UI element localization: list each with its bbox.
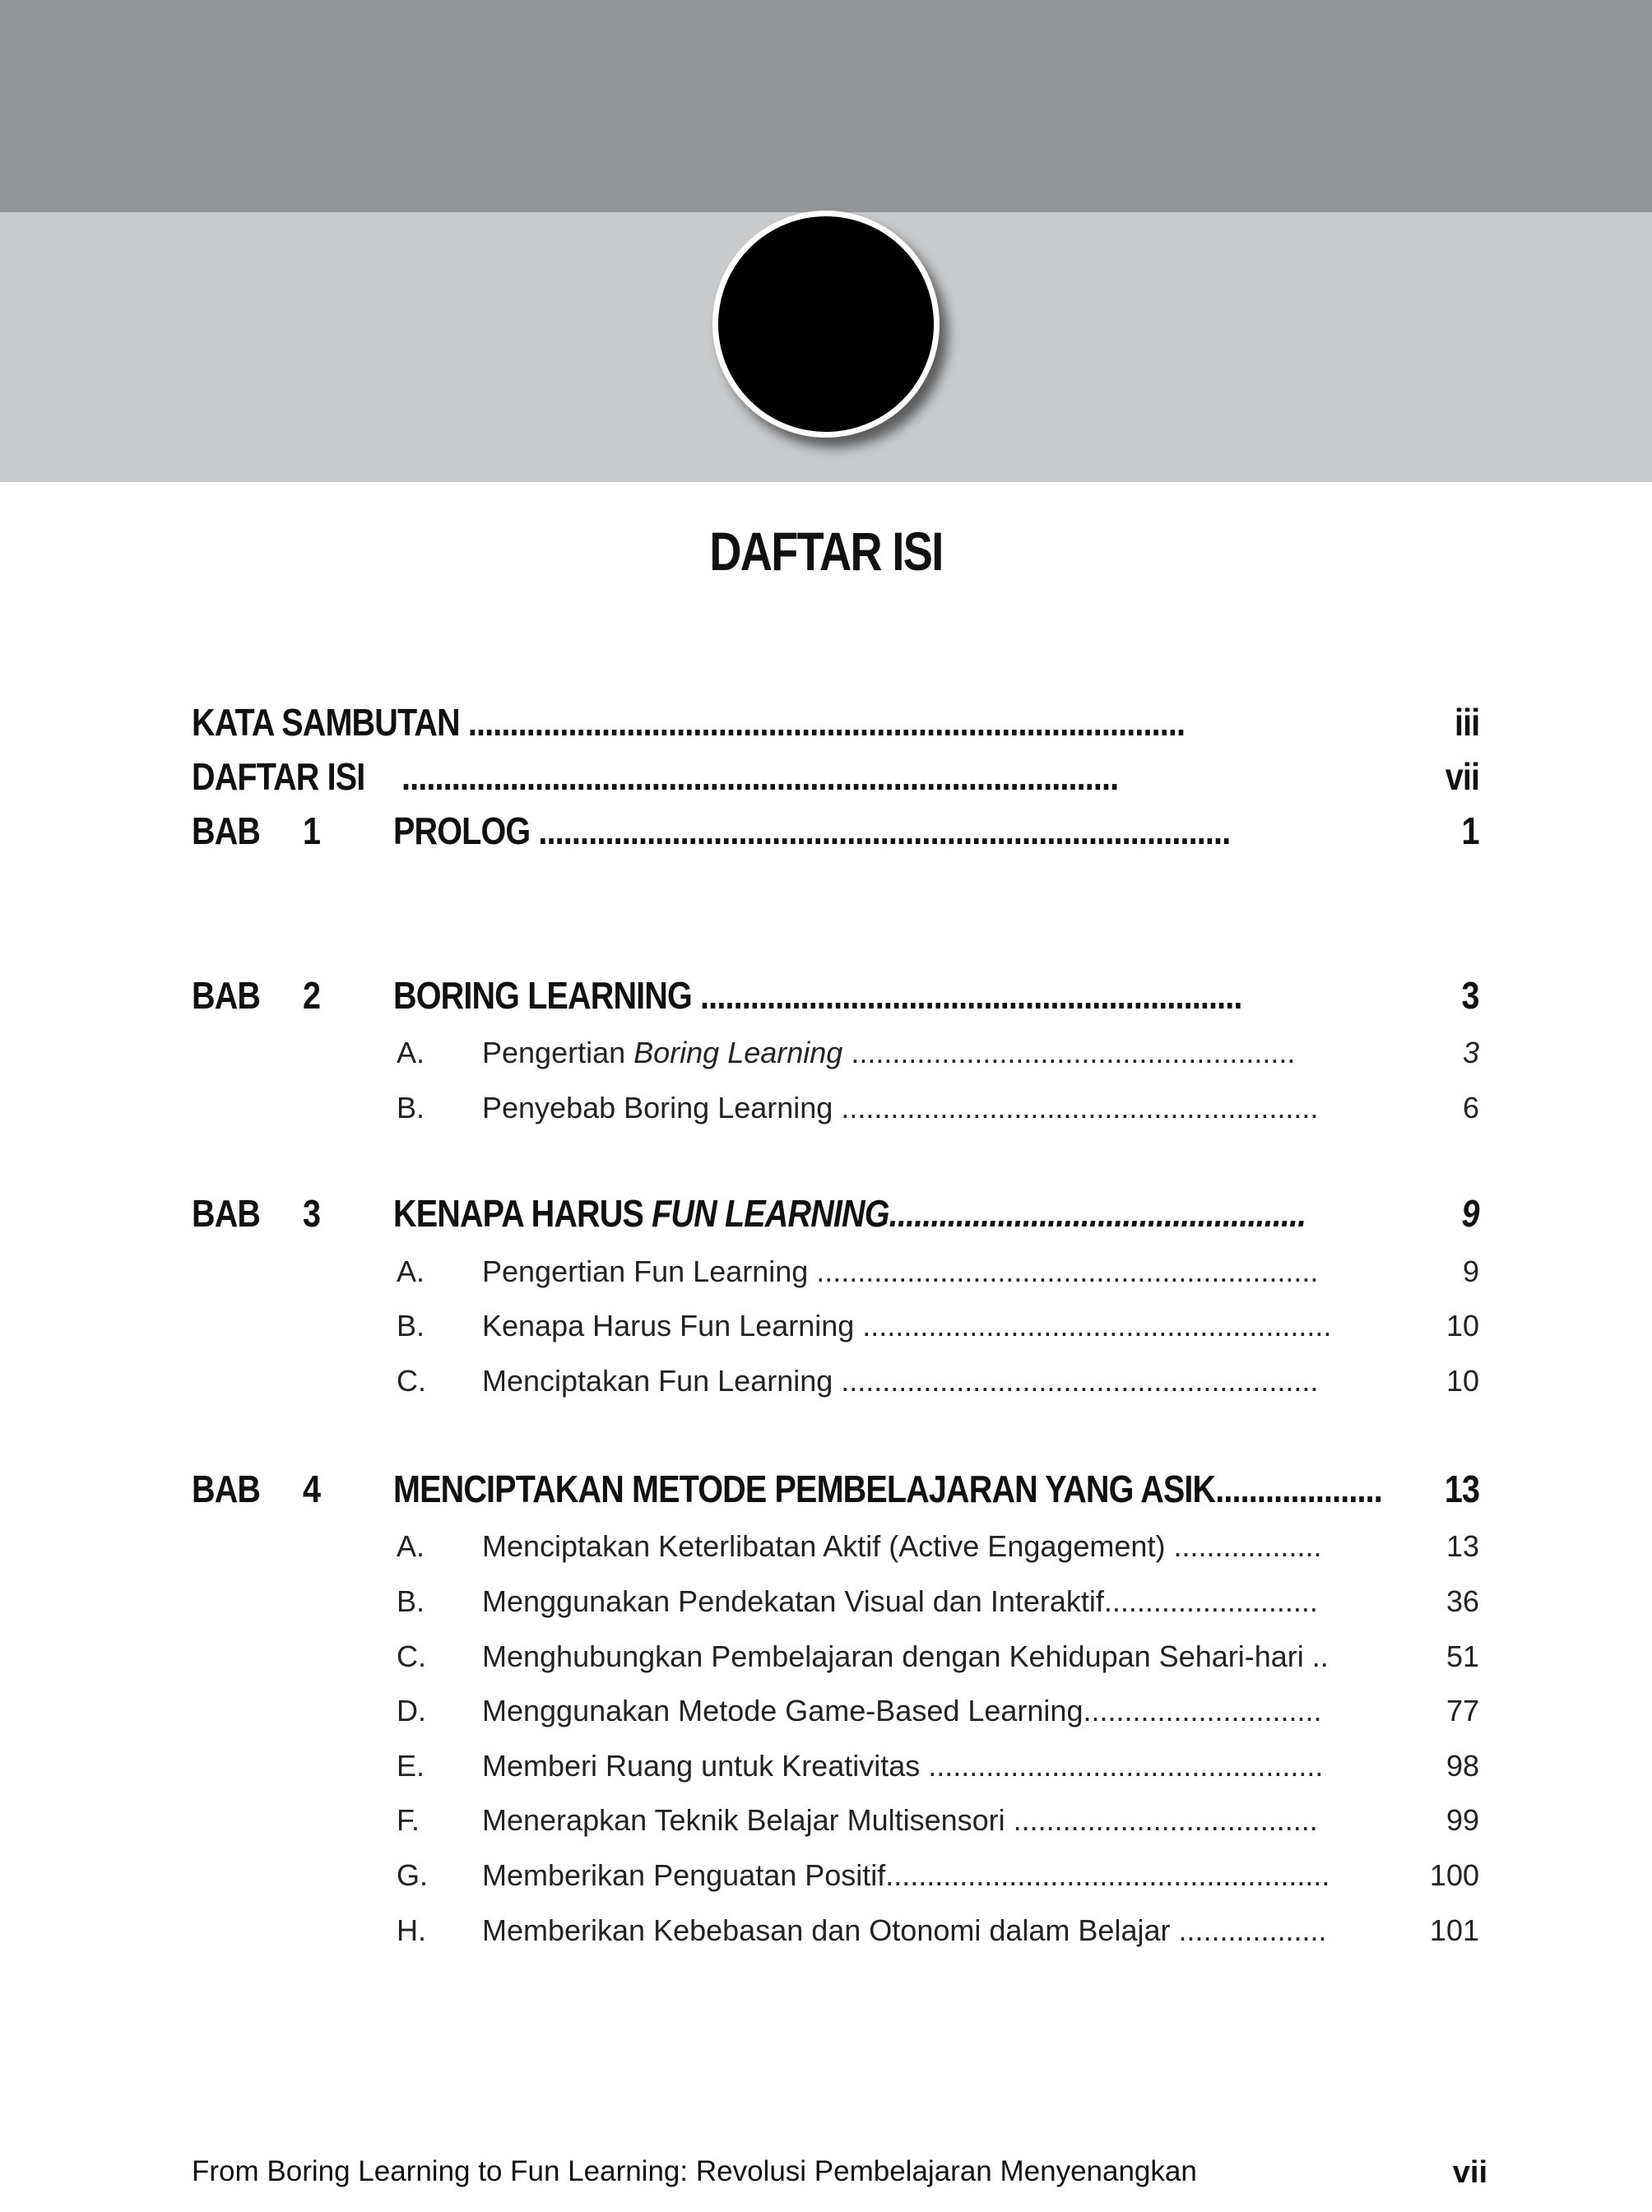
toc-subentry[interactable]: [0, 1083, 1652, 1133]
subentry-title: Pengertian Fun Learning .............................................................: [482, 1254, 1319, 1288]
subentry-page: 51: [1446, 1639, 1479, 1673]
toc-subentry[interactable]: [0, 1356, 1652, 1406]
subentry-title: Memberi Ruang untuk Kreativitas ................................................: [482, 1749, 1324, 1783]
subentry-page: 101: [1429, 1913, 1479, 1947]
toc-subentry[interactable]: [0, 1741, 1652, 1791]
subentry-page: 10: [1446, 1364, 1479, 1398]
chapter-number: 4: [303, 1468, 321, 1510]
chapter-title-dots: ..................................................: [889, 1192, 1306, 1235]
subentry-letter: G.: [397, 1858, 429, 1892]
subentry-page: 6: [1462, 1091, 1479, 1125]
header-band-dark: [0, 0, 1652, 212]
subentry-page: 99: [1446, 1803, 1479, 1837]
subentry-page: 36: [1446, 1584, 1479, 1618]
chapter-number: 1: [303, 809, 321, 852]
chapter-page: 3: [1461, 974, 1479, 1017]
subentry-title: [482, 1028, 1295, 1078]
chapter-label: BAB: [192, 809, 261, 852]
toc-subentry[interactable]: [0, 1577, 1652, 1626]
subentry-title-dots: ......................................................: [842, 1036, 1296, 1069]
subentry-letter: H.: [397, 1913, 426, 1947]
chapter-label: BAB: [192, 974, 261, 1017]
subentry-letter: A.: [397, 1529, 425, 1563]
footer-book-title: From Boring Learning to Fun Learning: Revolusi Pembelajaran Menyenangkan: [192, 2155, 1197, 2187]
subentry-letter: F.: [397, 1803, 420, 1837]
subentry-title: Menciptakan Keterlibatan Aktif (Active Engagement) ..................: [482, 1529, 1322, 1563]
toc-subentry[interactable]: [0, 1796, 1652, 1845]
subentry-title: Menerapkan Teknik Belajar Multisensori .....................................: [482, 1803, 1318, 1837]
subentry-page: 98: [1446, 1749, 1479, 1783]
chapter-title: PROLOG ...................................................................................: [393, 809, 1231, 852]
toc-chapter-4[interactable]: [0, 1464, 1652, 1514]
subentry-page: 10: [1446, 1309, 1479, 1343]
toc-entry-kata-sambutan[interactable]: [0, 698, 1652, 747]
chapter-title: BORING LEARNING .................................................................: [393, 974, 1242, 1017]
subentry-title-pre: Pengertian: [482, 1036, 634, 1069]
toc-entry-title: DAFTAR ISI: [192, 755, 365, 798]
toc-subentry[interactable]: [0, 1686, 1652, 1736]
chapter-number: 2: [303, 974, 321, 1017]
chapter-page: 13: [1444, 1468, 1479, 1510]
subentry-page: 100: [1429, 1858, 1479, 1892]
toc-subentry[interactable]: [0, 1247, 1652, 1296]
toc-entry-title: KATA SAMBUTAN ......................................................................................: [192, 701, 1186, 744]
toc-subentry[interactable]: [0, 1906, 1652, 1955]
toc-chapter-3[interactable]: [0, 1189, 1652, 1238]
subentry-title: Menghubungkan Pembelajaran dengan Kehidupan Sehari-hari ..: [482, 1639, 1329, 1673]
subentry-title: Kenapa Harus Fun Learning .........................................................: [482, 1309, 1332, 1343]
toc-subentry[interactable]: [0, 1301, 1652, 1351]
chapter-title: MENCIPTAKAN METODE PEMBELAJARAN YANG ASIK....................: [393, 1468, 1382, 1510]
chapter-title-pre: KENAPA HARUS: [393, 1192, 652, 1235]
toc-subentry[interactable]: [0, 1522, 1652, 1571]
toc-chapter-2[interactable]: [0, 971, 1652, 1020]
subentry-letter: A.: [397, 1254, 425, 1288]
toc-subentry[interactable]: [0, 1632, 1652, 1681]
chapter-page: 9: [1461, 1192, 1479, 1235]
subentry-title: Penyebab Boring Learning ..........................................................: [482, 1091, 1319, 1125]
subentry-title: Menggunakan Pendekatan Visual dan Interaktif..........................: [482, 1584, 1318, 1618]
subentry-letter: B.: [397, 1309, 425, 1343]
toc-entry-dots: ......................................................................................: [401, 755, 1119, 798]
chapter-page: 1: [1461, 809, 1479, 852]
footer-page-number: vii: [1452, 2155, 1487, 2190]
subentry-page: 3: [1462, 1036, 1479, 1069]
toc-entry-page: vii: [1445, 755, 1479, 798]
subentry-title: Memberikan Penguatan Positif......................................................: [482, 1858, 1330, 1892]
page-title: DAFTAR ISI: [709, 521, 943, 582]
toc-chapter-1[interactable]: [0, 806, 1652, 856]
chapter-label: BAB: [192, 1192, 261, 1235]
subentry-title: Menggunakan Metode Game-Based Learning.............................: [482, 1694, 1322, 1727]
chapter-number: 3: [303, 1192, 321, 1235]
subentry-title-italic: Boring Learning: [633, 1036, 843, 1069]
subentry-letter: E.: [397, 1749, 425, 1783]
subentry-letter: A.: [397, 1036, 425, 1069]
chapter-title-italic: FUN LEARNING: [652, 1192, 889, 1235]
toc-subentry[interactable]: [0, 1851, 1652, 1900]
chapter-title: [393, 1189, 1306, 1238]
toc-subentry[interactable]: [0, 1028, 1652, 1078]
subentry-title: Menciptakan Fun Learning ..........................................................: [482, 1364, 1319, 1398]
toc-entry-page: iii: [1454, 701, 1479, 744]
subentry-page: 9: [1462, 1254, 1479, 1288]
subentry-title: Memberikan Kebebasan dan Otonomi dalam Belajar ..................: [482, 1913, 1327, 1947]
subentry-letter: C.: [397, 1364, 426, 1398]
chapter-label: BAB: [192, 1468, 261, 1510]
chapter-circle-icon: [712, 211, 940, 438]
subentry-letter: B.: [397, 1584, 425, 1618]
subentry-letter: C.: [397, 1639, 426, 1673]
toc-entry-daftar-isi[interactable]: [0, 752, 1652, 801]
subentry-letter: B.: [397, 1091, 425, 1125]
subentry-letter: D.: [397, 1694, 426, 1727]
subentry-page: 77: [1446, 1694, 1479, 1727]
subentry-page: 13: [1446, 1529, 1479, 1563]
